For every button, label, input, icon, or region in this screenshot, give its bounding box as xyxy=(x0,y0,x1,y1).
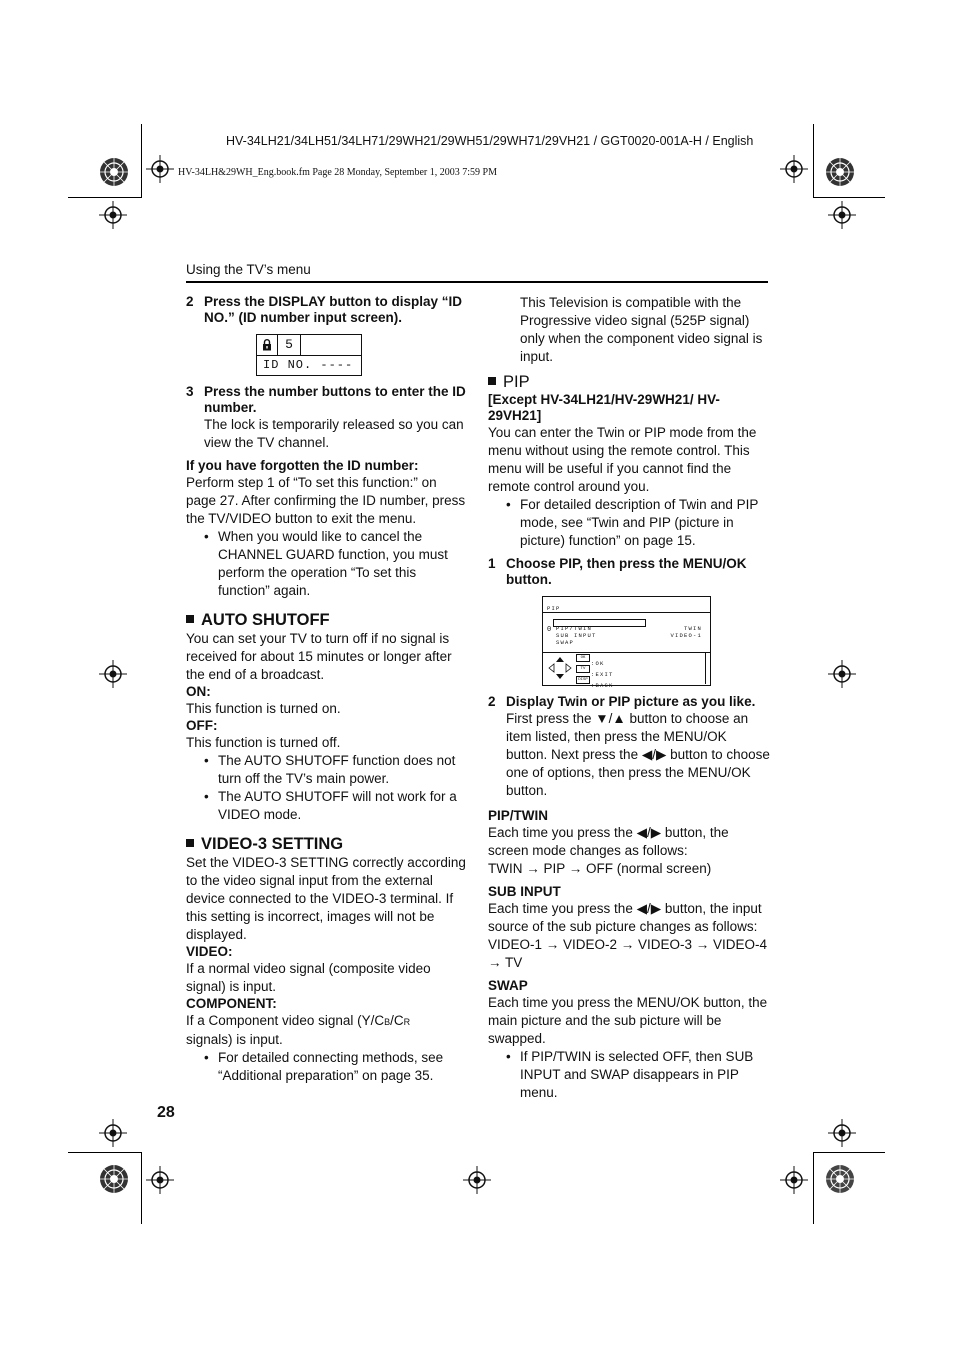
registration-mark-icon xyxy=(828,201,856,229)
page-number: 28 xyxy=(157,1104,175,1121)
pip-menu-value: VIDEO-1 xyxy=(670,632,702,639)
bullet-item: • The AUTO SHUTOFF will not work for a VIDEO mode. xyxy=(204,789,457,822)
disp-key: DISP xyxy=(576,676,590,684)
bullet-item: • For detailed connecting methods, see “Additional preparation” on page 35. xyxy=(204,1050,444,1083)
registration-mark-icon xyxy=(146,155,174,183)
pip-menu-item: PIP/TWIN xyxy=(556,625,593,632)
video-body: If a normal video signal (composite video signal) is input. xyxy=(186,961,431,994)
swap-body: Each time you press the MENU/OK button, the main picture and the sub picture will be swapped. xyxy=(488,995,768,1046)
step-2-right: 2 Display Twin or PIP picture as you like. xyxy=(488,694,756,709)
pip-menu-screen xyxy=(542,596,711,689)
video-label: VIDEO: xyxy=(186,944,233,959)
starburst-mark-icon xyxy=(98,156,130,188)
ok-key: OK xyxy=(576,654,590,662)
tv-key: TV xyxy=(576,665,590,673)
subinput-label: SUB INPUT xyxy=(488,884,561,899)
left-column xyxy=(186,294,468,1085)
ok-action: :OK xyxy=(591,660,605,667)
starburst-mark-icon xyxy=(98,1163,130,1195)
bullet-item: • For detailed description of Twin and PIP mode, see “Twin and PIP (picture in picture) function” on page 15. xyxy=(506,497,759,548)
crop-mark xyxy=(813,1152,814,1224)
book-info: HV-34LH&29WH_Eng.book.fm Page 28 Monday, September 1, 2003 7:59 PM xyxy=(178,167,497,178)
component-body: If a Component video signal (Y/CB/CR signals) is input. xyxy=(186,1013,411,1047)
crop-mark xyxy=(68,197,142,198)
id-digit: 5 xyxy=(278,335,301,355)
step-2-body: First press the ▼/▲ button to choose an item listed, then press the MENU/OK button. Next press the ◀/▶ button to choose one of options, then press the MENU/OK button. xyxy=(506,711,770,798)
auto-shutoff-body: You can set your TV to turn off if no signal is received for about 15 minutes or longer after the end of a broadcast. xyxy=(186,631,452,682)
registration-mark-icon xyxy=(99,660,127,688)
step-3: 3 Press the number buttons to enter the ID number. xyxy=(186,384,466,415)
registration-mark-icon xyxy=(463,1166,491,1194)
down-up-arrow-icon: ▼/▲ xyxy=(595,711,626,726)
bullet-item: • The AUTO SHUTOFF function does not turn off the TV’s main power. xyxy=(204,753,456,786)
cursor-icon: 0 xyxy=(547,626,553,634)
left-right-arrow-icon: ◀/▶ xyxy=(641,747,667,762)
piptwin-body: Each time you press the ◀/▶ button, the screen mode changes as follows: xyxy=(488,825,729,858)
off-body: This function is turned off. xyxy=(186,735,341,750)
direction-pad-icon xyxy=(547,655,573,681)
subinput-body: Each time you press the ◀/▶ button, the input source of the sub picture changes as follows: xyxy=(488,901,762,934)
back-action: :BACK xyxy=(591,682,614,689)
id-no-text: ID NO. ---- xyxy=(263,358,354,372)
header-rule xyxy=(186,281,768,283)
starburst-mark-icon xyxy=(824,156,856,188)
step-1: 1 Choose PIP, then press the MENU/OK button. xyxy=(488,556,747,587)
crop-mark xyxy=(141,124,142,198)
swap-label: SWAP xyxy=(488,978,528,993)
running-title: Using the TV’s menu xyxy=(186,262,311,277)
pip-menu-value: TWIN xyxy=(683,625,702,632)
on-label: ON: xyxy=(186,684,211,699)
right-column xyxy=(488,294,770,1102)
forgot-id-body: Perform step 1 of “To set this function:” on page 27. After confirming the ID number, press the TV/VIDEO button to exit the menu. xyxy=(186,475,466,526)
left-right-arrow-icon: ◀/▶ xyxy=(636,825,662,840)
auto-shutoff-heading: AUTO SHUTOFF xyxy=(186,610,468,630)
pip-menu-item: SUB INPUT xyxy=(556,632,597,639)
pip-body: You can enter the Twin or PIP mode from the menu without using the remote control. This menu will be useful if you cannot find the remote control around you. xyxy=(488,425,757,494)
registration-mark-icon xyxy=(828,1119,856,1147)
step-2: 2 Press the DISPLAY button to display “ID NO.” (ID number input screen). xyxy=(186,294,463,325)
id-number-screen xyxy=(256,334,362,376)
crop-mark xyxy=(813,197,885,198)
crop-mark xyxy=(813,1152,885,1153)
crop-mark xyxy=(141,1152,142,1224)
progressive-note: This Television is compatible with the Progressive video signal (525P signal) only when the component video signal is input. xyxy=(520,295,763,364)
video3-setting-body: Set the VIDEO-3 SETTING correctly according to the video signal input from the external device connected to the VIDEO-3 terminal. If this setting is incorrect, images will not be displayed. xyxy=(186,855,466,942)
exit-action: :EXIT xyxy=(591,671,614,678)
step-3-body: The lock is temporarily released so you can view the TV channel. xyxy=(204,417,464,450)
pip-menu-title: PIP xyxy=(547,605,561,612)
registration-mark-icon xyxy=(99,1119,127,1147)
pip-menu-item: SWAP xyxy=(556,639,575,646)
registration-mark-icon xyxy=(99,201,127,229)
bullet-item: • When you would like to cancel the CHANNEL GUARD function, you must perform the operation “To set this function” again. xyxy=(204,529,448,598)
pip-except-models: [Except HV-34LH21/HV-29WH21/ HV-29VH21] xyxy=(488,392,720,423)
registration-mark-icon xyxy=(780,1166,808,1194)
component-label: COMPONENT: xyxy=(186,996,277,1011)
bullet-item: • If PIP/TWIN is selected OFF, then SUB INPUT and SWAP disappears in PIP menu. xyxy=(506,1049,754,1100)
crop-mark xyxy=(813,124,814,198)
crop-mark xyxy=(68,1152,142,1153)
registration-mark-icon xyxy=(780,155,808,183)
model-header: HV-34LH21/34LH51/34LH71/29WH21/29WH51/29WH71/29VH21 / GGT0020-001A-H / English xyxy=(226,134,754,148)
on-body: This function is turned on. xyxy=(186,701,341,716)
piptwin-sequence: TWIN → PIP → OFF (normal screen) xyxy=(488,861,712,876)
forgot-id-label: If you have forgotten the ID number: xyxy=(186,458,419,473)
video3-setting-heading: VIDEO-3 SETTING xyxy=(186,834,468,854)
starburst-mark-icon xyxy=(824,1163,856,1195)
pip-heading: PIP xyxy=(488,372,770,392)
lock-icon xyxy=(257,335,278,355)
subinput-sequence: VIDEO-1 → VIDEO-2 → VIDEO-3 → VIDEO-4 → TV xyxy=(488,937,768,970)
registration-mark-icon xyxy=(146,1166,174,1194)
registration-mark-icon xyxy=(828,660,856,688)
left-right-arrow-icon: ◀/▶ xyxy=(636,901,662,916)
off-label: OFF: xyxy=(186,718,218,733)
piptwin-label: PIP/TWIN xyxy=(488,808,548,823)
